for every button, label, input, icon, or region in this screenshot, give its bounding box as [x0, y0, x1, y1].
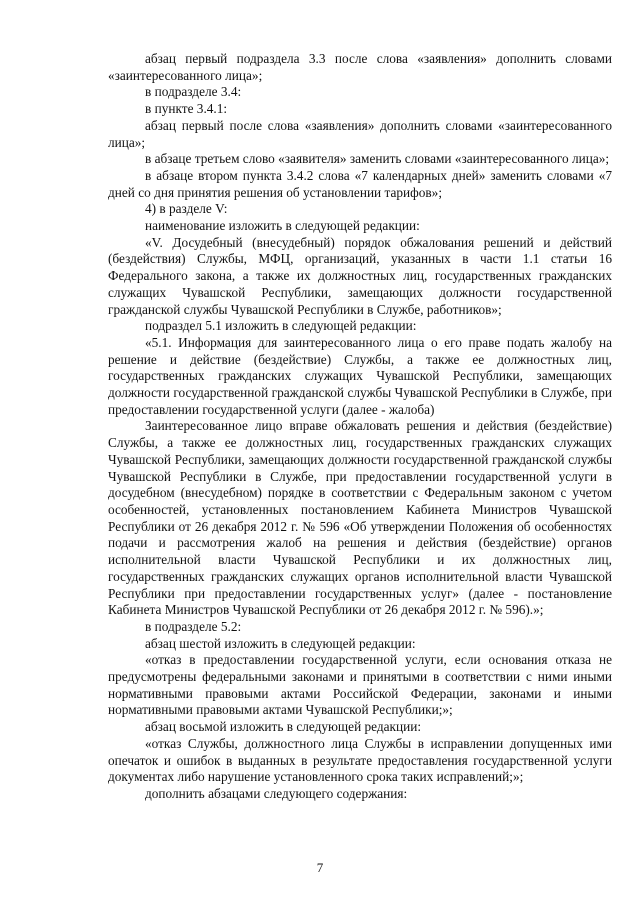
paragraph-6: в абзаце втором пункта 3.4.2 слова «7 календарных дней» заменить словами «7 дней со дня принятия решения об установлении тарифов»;	[108, 167, 612, 200]
paragraph-10: подраздел 5.1 изложить в следующей редакции:	[145, 318, 417, 334]
paragraph-3: в пункте 3.4.1:	[145, 101, 228, 117]
paragraph-14: абзац шестой изложить в следующей редакции:	[145, 635, 416, 651]
paragraph-9: «V. Досудебный (внесудебный) порядок обжалования решений и действий (бездействия) Службы, МФЦ, организаций, указанных в части 1.1 статьи 16 Федерального закона, а также их должностных лиц, государственных гражданских служащих Чувашской Республики, замещающих должности государственной гражданской службы Чувашской Республики в Службе, работников»;	[108, 234, 612, 317]
paragraph-17: «отказ Службы, должностного лица Службы в исправлении допущенных ими опечаток и ошибок в выданных в результате предоставления государственной услуги документах либо нарушение установленного срока таких исправлений;»;	[108, 735, 612, 785]
paragraph-4: абзац первый после слова «заявления» дополнить словами «заинтересованного лица»;	[108, 117, 612, 150]
page-number: 7	[316, 860, 324, 875]
paragraph-2: в подразделе 3.4:	[145, 84, 242, 100]
paragraph-7: 4) в разделе V:	[145, 201, 228, 217]
paragraph-15: «отказ в предоставлении государственной услуги, если основания отказа не предусмотрены федеральными законами и принятыми в соответствии с ними иными нормативными правовыми актами Российской Федерации, законами и иными нормативными правовыми актами Чувашской Республики;»;	[108, 652, 612, 718]
paragraph-11: «5.1. Информация для заинтересованного лица о его праве подать жалобу на решение и действие (бездействие) Службы, а также ее должностных лиц, государственных гражданских служащих Чувашской Республики, замещающих должности государственной гражданской службы Чувашской Республики в Службе, при предоставлении государственной услуги (далее - жалоба)	[108, 334, 612, 417]
paragraph-12: Заинтересованное лицо вправе обжаловать решения и действия (бездействие) Службы, а также ее должностных лиц, государственных гражданских служащих Чувашской Республики, замещающих должности государственной гражданской службы Чувашской Республики в Службе, при предоставлении государственной услуги в досудебном (внесудебном) порядке в соответствии с Федеральным законом с учетом особенностей, установленных постановлением Кабинета Министров Чувашской Республики от 26 декабря 2012 г. № 596 «Об утверждении Положения об особенностях подачи и рассмотрения жалоб на решения и действия (бездействие) органов исполнительной власти Чувашской Республики и их должностных лиц, государственных гражданских служащих органов исполнительной власти Чувашской Республики при предоставлении государственных услуг» (далее - постановление Кабинета Министров Чувашской Республики от 26 декабря 2012 г. № 596).»;	[108, 418, 612, 618]
paragraph-16: абзац восьмой изложить в следующей редакции:	[145, 719, 422, 735]
document-body	[108, 51, 612, 803]
paragraph-18: дополнить абзацами следующего содержания:	[145, 785, 408, 801]
paragraph-1: абзац первый подраздела 3.3 после слова «заявления» дополнить словами «заинтересованного лица»;	[108, 51, 612, 83]
paragraph-8: наименование изложить в следующей редакции:	[145, 218, 420, 234]
paragraph-13: в подразделе 5.2:	[145, 618, 242, 634]
paragraph-5: в абзаце третьем слово «заявителя» заменить словами «заинтересованного лица»;	[145, 151, 610, 167]
